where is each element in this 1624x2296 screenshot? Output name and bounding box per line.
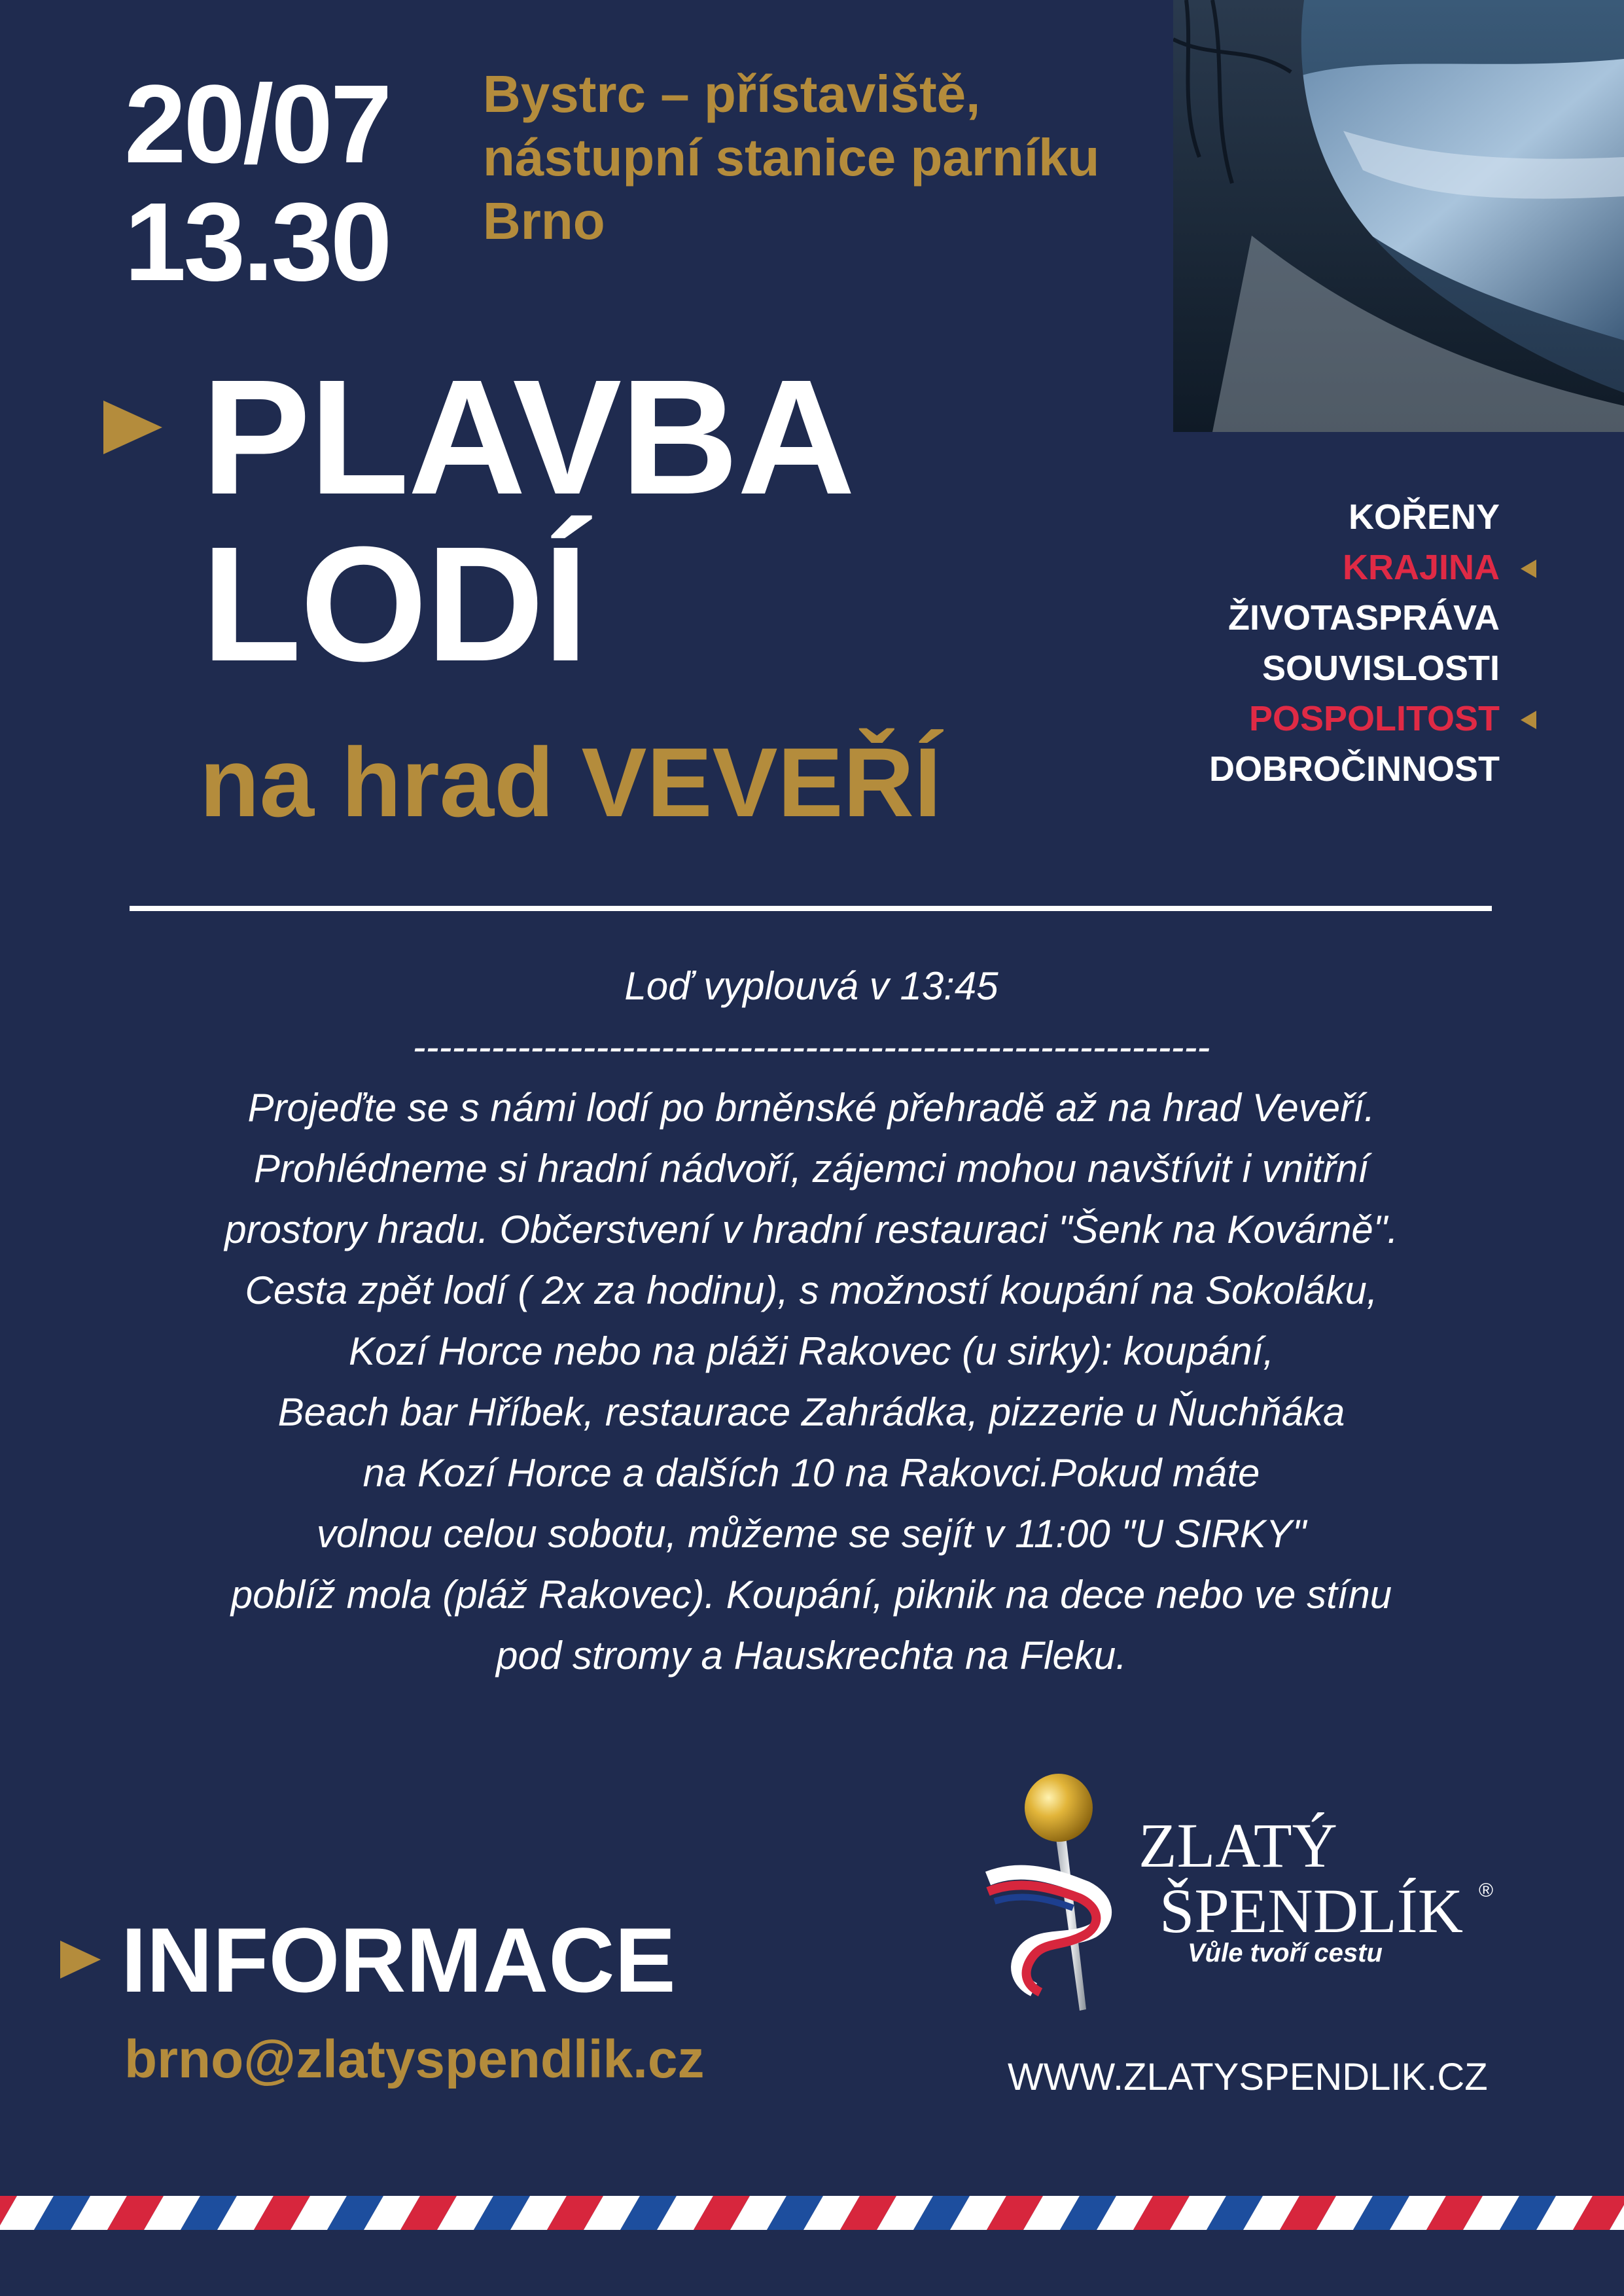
description-line: Loď vyplouvá v 13:45 bbox=[624, 964, 998, 1008]
event-description bbox=[105, 956, 1518, 1686]
title-line-2: LODÍ bbox=[202, 512, 588, 695]
description-line: Projeďte se s námi lodí po brněnské přehradě až na hrad Veveří. bbox=[247, 1086, 1375, 1130]
play-arrow-icon bbox=[103, 401, 162, 457]
left-triangle-icon bbox=[1521, 560, 1536, 578]
tag-dobrocinnost bbox=[1209, 744, 1500, 795]
tag-souvislosti bbox=[1209, 643, 1500, 694]
tag-label: DOBROČINNOST bbox=[1209, 749, 1500, 789]
website-link[interactable]: WWW.ZLATYSPENDLIK.CZ bbox=[1008, 2056, 1488, 2098]
event-time: 13.30 bbox=[124, 180, 390, 304]
description-line: Beach bar Hříbek, restaurace Zahrádka, pizzerie u Ňuchňáka bbox=[277, 1390, 1345, 1434]
play-arrow-icon bbox=[60, 1941, 101, 1982]
description-line: Prohlédneme si hradní nádvoří, zájemci mohou navštívit i vnitřní bbox=[253, 1147, 1369, 1191]
category-tag-list bbox=[1209, 492, 1500, 795]
left-triangle-icon bbox=[1521, 711, 1536, 729]
logo-name-line-1: ZLATÝ bbox=[1139, 1810, 1337, 1880]
info-heading: INFORMACE bbox=[121, 1909, 676, 2011]
event-place bbox=[483, 62, 1099, 253]
tag-pospolitost bbox=[1209, 694, 1500, 744]
logo-slogan: Vůle tvoří cestu bbox=[1188, 1939, 1383, 1967]
description-line: pod stromy a Hauskrechta na Fleku. bbox=[496, 1634, 1127, 1677]
tag-label: ŽIVOTASPRÁVA bbox=[1227, 598, 1500, 637]
tag-korene bbox=[1209, 492, 1500, 543]
description-line: poblíž mola (pláž Rakovec). Koupání, piknik na dece nebo ve stínu bbox=[230, 1573, 1392, 1617]
description-line: prostory hradu. Občerstvení v hradní restauraci "Šenk na Kovárně". bbox=[224, 1208, 1398, 1251]
tag-krajina bbox=[1209, 543, 1500, 593]
tag-label: KRAJINA bbox=[1342, 548, 1500, 587]
registered-mark: ® bbox=[1479, 1880, 1494, 1901]
divider bbox=[130, 906, 1492, 911]
tag-label: SOUVISLOSTI bbox=[1262, 649, 1500, 688]
place-line: Bystrc – přístaviště, bbox=[483, 65, 981, 123]
place-line: nástupní stanice parníku bbox=[483, 128, 1100, 187]
logo-name-line-2: ŠPENDLÍK bbox=[1159, 1876, 1464, 1946]
description-separator: ------------------------------------------------------------- bbox=[412, 1025, 1210, 1069]
golden-pin-logo-icon bbox=[981, 1767, 1139, 2019]
description-line: Kozí Horce nebo na pláži Rakovec (u sirky): koupání, bbox=[348, 1329, 1274, 1373]
river-photo bbox=[1173, 0, 1624, 432]
tag-label: KOŘENY bbox=[1348, 497, 1500, 537]
description-line: Cesta zpět lodí ( 2x za hodinu), s možností koupání na Sokoláku, bbox=[245, 1268, 1378, 1312]
event-subtitle: na hrad VEVEŘÍ bbox=[200, 727, 942, 837]
place-line: Brno bbox=[483, 192, 605, 250]
event-title bbox=[202, 346, 855, 695]
tag-zivotasprava bbox=[1209, 593, 1500, 643]
description-line: volnou celou sobotu, můžeme se sejít v 11:00 "U SIRKY" bbox=[316, 1512, 1307, 1556]
event-date: 20/07 bbox=[124, 62, 390, 187]
tricolor-stripe bbox=[0, 2196, 1624, 2230]
description-line: na Kozí Horce a dalších 10 na Rakovci.Pokud máte bbox=[362, 1451, 1260, 1495]
event-date-time bbox=[124, 62, 390, 304]
contact-email-link[interactable]: brno@zlatyspendlik.cz bbox=[124, 2030, 705, 2089]
title-line-1: PLAVBA bbox=[202, 346, 855, 528]
tag-label: POSPOLITOST bbox=[1248, 699, 1500, 738]
